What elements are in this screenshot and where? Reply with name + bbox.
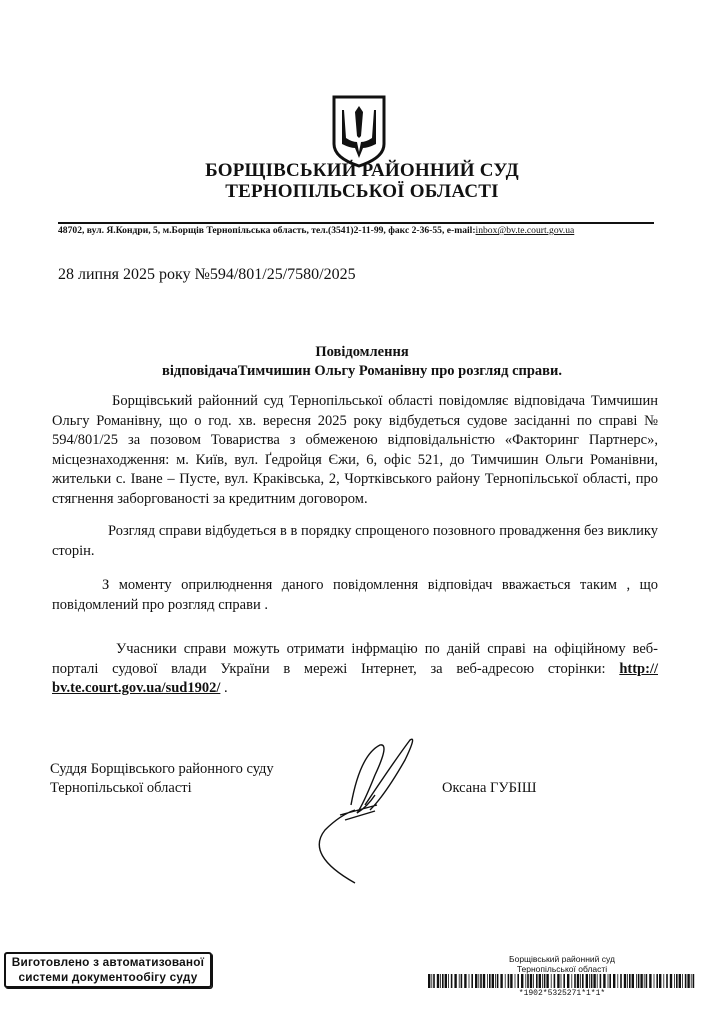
barcode-bar bbox=[563, 974, 565, 988]
info-access-text: Учасники справи можуть отримати інфрмацію по даній справі на офіційному веб-порталі судової влади України в мережі Інтернет, за веб-адресою сторінки: bbox=[52, 641, 658, 677]
barcode-bar bbox=[554, 974, 556, 988]
info-access-end: . bbox=[220, 680, 228, 696]
barcode-bar bbox=[654, 974, 655, 988]
barcode-bar bbox=[445, 974, 447, 988]
barcode-bar bbox=[685, 974, 687, 988]
barcode-bar bbox=[483, 974, 485, 988]
barcode-bar bbox=[624, 974, 626, 988]
barcode-bar bbox=[497, 974, 499, 988]
barcode-bar bbox=[644, 974, 645, 988]
barcode-bar bbox=[620, 974, 622, 988]
barcode-bar bbox=[451, 974, 453, 988]
contact-address: 48702, вул. Я.Кондри, 5, м.Борщів Тернопільська область, тел.(3541)2-11-99, факс 2-36-55, e-mail: bbox=[58, 225, 476, 236]
barcode-bar bbox=[593, 974, 595, 988]
barcode-bar bbox=[536, 974, 538, 988]
barcode-bar bbox=[505, 974, 506, 988]
paragraph-procedure: Розгляд справи відбудеться в в порядку спрощеного позовного провадження без виклику сторін. bbox=[52, 523, 658, 559]
barcode-bar bbox=[510, 974, 512, 988]
auto-document-stamp bbox=[4, 952, 212, 988]
barcode-bar bbox=[475, 974, 477, 988]
barcode-bar bbox=[489, 974, 491, 988]
document-date-number: 28 липня 2025 року №594/801/25/7580/2025 bbox=[58, 266, 356, 283]
barcode-bar bbox=[557, 974, 559, 988]
barcode-bar bbox=[527, 974, 529, 988]
barcode-bar bbox=[636, 974, 637, 988]
barcode-number: *1902*5325271*1*1* bbox=[518, 989, 606, 998]
barcode-bar bbox=[515, 974, 516, 988]
paragraph-hearing-notice: Борщівський районний суд Тернопільської області повідомляє відповідача Тимчишин Ольгу Романівну, що о год. хв. вересня 2025 року відбудеться судове засіданні по справі № 594/801/25 за позовом Товариства з обмеженою відповідальністю «Факторинг Партнерс», місцезнаходження: м. Київ, вул. Ґедройця Єжи, 6, офіс 521, до Тимчишин Ольги Романівни, жительки с. Іване – Пусте, вул. Краківська, 2, Чортківського району Тернопільської області, про стягнення заборгованості за кредитним договором. bbox=[52, 393, 658, 507]
handwritten-signature bbox=[285, 735, 445, 885]
contact-email: inbox@bv.te.court.gov.ua bbox=[475, 225, 575, 236]
barcode-bar bbox=[663, 974, 664, 988]
barcode-bar bbox=[659, 974, 661, 988]
barcode-bar bbox=[687, 974, 689, 988]
court-name-line2: ТЕРНОПІЛЬСЬКОЇ ОБЛАСТІ bbox=[225, 181, 499, 202]
barcode-bar bbox=[431, 974, 432, 988]
barcode-bar bbox=[567, 974, 569, 988]
court-contact-info bbox=[58, 225, 658, 236]
barcode-bar bbox=[589, 974, 590, 988]
barcode-bar bbox=[591, 974, 593, 988]
barcode-bar bbox=[682, 974, 683, 988]
barcode-bar bbox=[546, 974, 548, 988]
barcode-bar bbox=[649, 974, 651, 988]
barcode-bar bbox=[469, 974, 470, 988]
barcode-bar bbox=[500, 974, 502, 988]
barcode-bar bbox=[646, 974, 648, 988]
stamp-line1: Виготовлено з автоматизованої bbox=[11, 955, 205, 969]
barcode-bar bbox=[582, 974, 584, 988]
barcode-bar bbox=[577, 974, 579, 988]
barcode-bar bbox=[627, 974, 628, 988]
barcode-bar bbox=[480, 974, 482, 988]
barcode-bar bbox=[608, 974, 609, 988]
barcode-bar bbox=[521, 974, 523, 988]
barcode-bar bbox=[433, 974, 435, 988]
barcode-bar bbox=[544, 974, 546, 988]
judge-title-line1: Суддя Борщівського районного суду bbox=[50, 761, 274, 777]
barcode-bar bbox=[551, 974, 552, 988]
judge-title bbox=[50, 760, 274, 798]
barcode-bar bbox=[454, 974, 456, 988]
barcode-bar bbox=[525, 974, 526, 988]
stamp-line2: системи документообігу суду bbox=[18, 970, 198, 984]
court-website-link[interactable]: http:// bv.te.court.gov.ua/sud1902/ bbox=[52, 660, 658, 696]
barcode-bar bbox=[459, 974, 460, 988]
barcode-bar bbox=[676, 974, 678, 988]
barcode-bar bbox=[691, 974, 692, 988]
barcode-bar bbox=[542, 974, 543, 988]
barcode-bar bbox=[574, 974, 576, 988]
barcode-bar bbox=[674, 974, 675, 988]
barcode-bar bbox=[495, 974, 496, 988]
barcode-bar bbox=[478, 974, 479, 988]
barcode-bar bbox=[440, 974, 441, 988]
trident-coat-of-arms-icon bbox=[330, 94, 388, 168]
barcode-bar bbox=[629, 974, 631, 988]
barcode-bar bbox=[539, 974, 541, 988]
barcode-bar bbox=[487, 974, 488, 988]
barcode-bar bbox=[561, 974, 562, 988]
barcode-title-line2: Тернопільської області bbox=[516, 964, 608, 974]
barcode-bar bbox=[640, 974, 642, 988]
barcode-bar bbox=[617, 974, 618, 988]
judge-name: Оксана ГУБІШ bbox=[442, 780, 537, 796]
barcode-bar bbox=[693, 974, 695, 988]
barcode-bar bbox=[603, 974, 605, 988]
barcode-bar bbox=[448, 974, 449, 988]
court-name-line1: БОРЩІВСЬКИЙ РАЙОННИЙ СУД bbox=[205, 160, 519, 181]
barcode-bar bbox=[666, 974, 668, 988]
barcode-bar bbox=[670, 974, 672, 988]
barcode-bar bbox=[580, 974, 581, 988]
barcode-bar bbox=[442, 974, 444, 988]
barcode-bar bbox=[530, 974, 532, 988]
barcode-bar bbox=[508, 974, 510, 988]
barcode-bar bbox=[428, 974, 430, 988]
barcode-bar bbox=[533, 974, 534, 988]
barcode-bar bbox=[461, 974, 463, 988]
barcode-bar bbox=[464, 974, 466, 988]
barcode-bar bbox=[600, 974, 602, 988]
document-barcode bbox=[428, 974, 696, 988]
paragraph-notification: З моменту оприлюднення даного повідомлення відповідач вважається таким , що повідомлений про розгляд справи . bbox=[52, 577, 658, 613]
judge-title-line2: Тернопільської області bbox=[50, 780, 192, 796]
header-divider bbox=[58, 222, 654, 224]
notice-subtitle: відповідачаТимчишин Ольгу Романівну про розгляд справи. bbox=[162, 363, 562, 379]
barcode-bar bbox=[609, 974, 611, 988]
paragraph-info-access bbox=[52, 640, 658, 699]
barcode-bar bbox=[679, 974, 681, 988]
barcode-bar bbox=[571, 974, 572, 988]
notice-title: Повідомлення bbox=[315, 344, 409, 360]
barcode-title-line1: Борщівський районний суд bbox=[509, 954, 615, 964]
barcode-bar bbox=[471, 974, 473, 988]
barcode-bar bbox=[613, 974, 615, 988]
barcode-bar bbox=[437, 974, 439, 988]
barcode-bar bbox=[656, 974, 658, 988]
barcode-bar bbox=[638, 974, 640, 988]
barcode-bar bbox=[597, 974, 598, 988]
barcode-bar bbox=[586, 974, 588, 988]
barcode-bar bbox=[517, 974, 519, 988]
barcode-bar bbox=[492, 974, 494, 988]
barcode-bar bbox=[632, 974, 634, 988]
